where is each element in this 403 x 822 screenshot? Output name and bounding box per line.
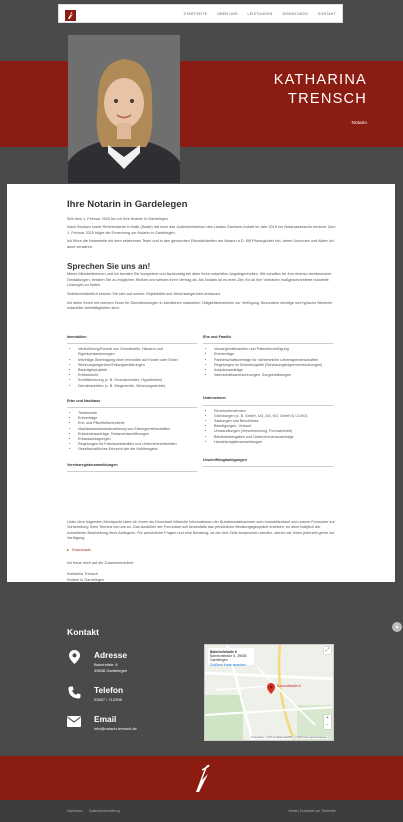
hero-header: [0, 35, 403, 183]
signature-name: Katharina Trensch: [67, 572, 98, 577]
section-heading: Sprechen Sie uns an!: [67, 262, 151, 271]
brand-logo[interactable]: [65, 8, 76, 19]
category-verein-title: Vereinsregisteranmeldungen: [67, 462, 118, 467]
category-unternehmer-title: Unternehmer: [203, 396, 226, 401]
category-ehe-title: Ehe und Familie: [203, 335, 232, 339]
list-item: • Erb- und Pflichtteilsverzichte: [78, 421, 197, 426]
map-place-name: Bahnhofstraße 6: [210, 650, 237, 654]
divider: [203, 466, 333, 467]
map-marker: [267, 681, 275, 699]
address-line: Bahnhofstr. 6: [94, 662, 118, 667]
signature-role: Notarin in Gardelegen: [67, 577, 105, 582]
list-item: • Testamente: [78, 411, 197, 416]
list-item: • Vorsorgevollmachten und Patientenverfügung: [214, 347, 333, 352]
list-item: • Regelungen im Scheidungsfall (Scheidungsfolgenvereinbarungen): [214, 363, 333, 368]
divider: [203, 343, 333, 344]
downloads-block: [67, 520, 337, 583]
closing-text: Ich freue mich auf die Zusammenarbeit.: [67, 561, 134, 566]
top-navbar: [58, 4, 343, 23]
services-block: [67, 264, 337, 315]
list-immobilien: [67, 347, 197, 389]
list-item: • Gründungen (z. B. GmbH, UG, AG, KG, GmbH & Co.KG): [214, 414, 333, 419]
zoom-in-icon[interactable]: +: [326, 715, 329, 721]
map-marker-icon: [267, 683, 275, 694]
portrait-photo: [68, 35, 180, 183]
list-unternehmer: [203, 409, 333, 445]
category-erbe-title: Erbe und Nachlass: [67, 398, 101, 403]
zoom-controls[interactable]: [324, 715, 331, 729]
contact-phone: [67, 685, 123, 703]
list-item: • Betriebsübergaben und Unternehmensnachfolge: [214, 435, 333, 440]
contact-section: [0, 610, 403, 756]
list-item: • Regelungen für Patchworkfamilien und Unternehmerfamilien: [78, 442, 197, 447]
hero-last-name: TRENSCH: [288, 91, 367, 107]
main-menu: [184, 12, 336, 16]
intro-paragraph: Seit dem 1. Februar 2020 bin ich Ihre Notarin in Gardelegen.: [67, 217, 169, 221]
address-line: 39638 Gardelegen: [94, 667, 128, 673]
list-item: • Handelsregisteranmeldungen: [214, 440, 333, 445]
downloads-link-label: Downloads: [71, 547, 91, 552]
address-title: Adresse: [94, 650, 128, 660]
list-item: • Dienstbarkeiten (z. B. Wegerechte, Wohnungsrechte): [78, 384, 197, 389]
list-item: • Erbbaurecht: [78, 373, 197, 378]
footer-logo-icon: [193, 762, 213, 794]
list-item: • Bauträgerprojekte: [78, 368, 197, 373]
arrow-up-icon: ▲: [394, 624, 400, 630]
fullscreen-icon[interactable]: ⤢: [325, 647, 330, 653]
site-footer: [0, 800, 403, 822]
nav-item-downloads[interactable]: DOWNLOADS: [282, 11, 308, 16]
map-pin-icon: [67, 650, 81, 664]
chevron-right-icon: ▸: [67, 547, 69, 552]
downloads-link[interactable]: [67, 548, 337, 553]
hero-role: Notarin: [351, 121, 367, 126]
scroll-to-top-button[interactable]: [392, 622, 402, 632]
email-title: Email: [94, 714, 117, 724]
contact-address: [67, 650, 127, 674]
nav-item-leistungen[interactable]: LEISTUNGEN: [247, 11, 273, 16]
list-item: • Erbscheinsanträge, Testamentseröffnungen: [78, 432, 197, 437]
downloads-paragraph: Unter dem folgenden Menüpunkt biete ich Ihnen als Download hilfreiche Informationen der Bundesnotarkammer zum Immobilienkauf und unsere Formulare zur Vorbereitung Ihres Termins bei uns an. Das Ausfüllen der Formulare soll keinesfalls das persönliche Beratungsgespräch ersetzen, es dient lediglich der schnelleren Bearbeitung Ihres Anliegens. Für persönliche Fragen und eine Beratung, ist der Ihre Zeile besprochen werden, stehen wir Ihnen jederzeit gerne zur Verfügung.: [67, 520, 335, 541]
nav-item-kontakt[interactable]: KONTAKT: [317, 11, 336, 16]
list-item: • lebzeitige Übertragung einer Immobilie auf Kinder oder Enkel: [78, 358, 197, 363]
hero-name: [274, 71, 367, 109]
map-marker-label: Bahnhofstraße 6: [277, 684, 301, 688]
intro-paragraph: Nach Studium sowie Referendariat in Halle (Saale) hat mich das Justizministerium des Landes Sachsen-Anhalt im Jahr 2015 zur Notarassessorin ernannt. Zum 1. Februar 2020 folgte die Ernennung zur Notarin in Gardelegen.: [67, 225, 336, 235]
list-item: • Satzungen und Beschlüsse: [214, 419, 333, 424]
intro-block: [67, 217, 337, 253]
list-item: • Partnerschaftsverträge für nichteheliche Lebensgemeinschaften: [214, 358, 333, 363]
list-item: • Adoptionsanträge: [214, 368, 333, 373]
column-left: [67, 335, 197, 475]
footer-links: [67, 809, 120, 813]
email-address[interactable]: info@notarin-trensch.de: [94, 726, 137, 731]
intro-paragraph: Ich führe die Notarstelle mit dem erfahrenen Team und in den gewohnten Räumlichkeiten der Notarin a.D. Elfi Pflanzgöcker fort, deren Urkunden und Akten ich auch verwahre.: [67, 239, 334, 249]
footer-link-impressum[interactable]: Impressum: [67, 809, 83, 813]
list-item: • Gesellschaftliches Erbrecht wie die Hofübergabe: [78, 447, 197, 452]
list-item: • Eheverträge: [214, 352, 333, 357]
list-item: • Einzelunternehmen: [214, 409, 333, 414]
logo-mark-icon: [65, 10, 76, 21]
list-item: • Kreditsicherung (z. B. Grundschulden, Hypotheken): [78, 378, 197, 383]
services-paragraph: Meine Mitarbeiterinnen und ich beraten Sie kompetent und fachkundig bei allen Ihren notariellen Angelegenheiten. Wir schaffen für Ihre ebenso rechtssichere Gestaltungen, beraten Sie zu möglichen Risiken und weisen Ihren Vertrag ab. Als Notarin ist es mein Ziel, für all Ihre Vorhaben maßgeschneiderte notarielle Lösungen zu finden.: [67, 272, 332, 288]
phone-title: Telefon: [94, 685, 124, 695]
map-place-address: Bahnhofstraße 6, 39638 Gardelegen: [210, 654, 247, 663]
list-item: • Wohnungseigentum/Teilungserklärungen: [78, 363, 197, 368]
divider: [67, 343, 197, 344]
footer-credit[interactable]: Hestia | Entwickelt von ThemeIsle: [288, 809, 336, 813]
divider: [203, 405, 333, 406]
list-item: • Erbverträge: [78, 416, 197, 421]
hero-first-name: KATHARINA: [273, 72, 367, 88]
envelope-icon: [67, 714, 81, 728]
list-item: • Veräußerung/Erwerb von Grundbesitz, Häusern und Eigentumswohnungen: [78, 347, 197, 357]
list-item: • Vaterschaftsanerkennungen, Sorgeerklärungen: [214, 373, 333, 378]
services-paragraph: Selbstverständlich können Sie sich auf unsere Objektivität und Verschwiegenheit verlassen.: [67, 291, 222, 296]
nav-item-startseite[interactable]: STARTSEITE: [183, 11, 208, 16]
divider: [67, 471, 197, 472]
phone-number[interactable]: 03907 / 712396: [94, 697, 122, 702]
footer-accent-band: [0, 756, 403, 800]
google-map[interactable]: [204, 644, 334, 741]
services-paragraph: Ich stehe Ihnen mit meinem Team für Dienstleistungen in sämtlichen notariellen Tätigkeitsbereichen zur Verfügung. Besonders wichtige und typische Bereiche notarieller Amtstätigkeiten sind:: [67, 301, 333, 311]
list-item: • Beteiligungen, Verkauf: [214, 424, 333, 429]
map-larger-link[interactable]: Größere Karte ansehen: [210, 662, 246, 667]
contact-title: Kontakt: [67, 627, 99, 637]
divider: [67, 407, 197, 408]
content-card: [7, 184, 395, 582]
list-ehe: [203, 347, 333, 378]
nav-item-ueber-uns[interactable]: ÜBER UNS: [217, 11, 238, 16]
zoom-out-icon[interactable]: −: [326, 722, 329, 728]
list-item: • Umwandlungen (Verschmelzung, Formwechsel): [214, 429, 333, 434]
category-urschrift-title: Urschriftbeglaubigungen: [203, 458, 247, 463]
page-title: Ihre Notarin in Gardelegen: [67, 199, 188, 210]
list-erbe: [67, 411, 197, 453]
footer-link-datenschutz[interactable]: Datenschutzerklärung: [88, 809, 120, 813]
column-right: [203, 335, 333, 470]
list-item: • Erbausschlagungen: [78, 437, 197, 442]
map-attribution: Kartendaten © 2020 GeoBasis-DE/BKG (©2009) Nutzungsbedingungen: [251, 736, 328, 739]
phone-icon: [67, 685, 81, 699]
list-item: • Nachlassauseinandersetzung von Erbengemeinschaften: [78, 427, 197, 432]
category-immobilien-title: Immobilien: [67, 335, 87, 339]
contact-email: [67, 714, 137, 732]
map-info-card: [208, 648, 254, 665]
